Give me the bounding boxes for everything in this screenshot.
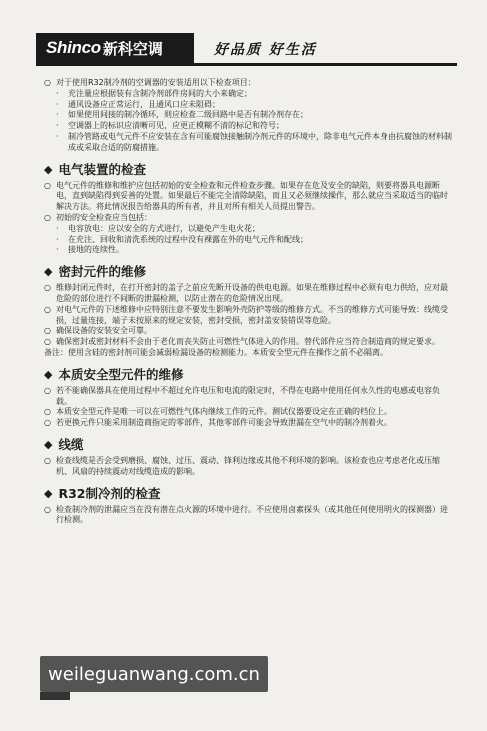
section-heading: [44, 163, 454, 178]
intro-item-text: 充注量应根据装有含制冷剂部件房间的大小来确定；: [68, 88, 252, 98]
bullet-icon: ○: [44, 418, 51, 428]
header-divider: [36, 63, 457, 66]
section-heading: [44, 487, 454, 502]
intro-lead: ○ 对于使用R32制冷剂的空调器的安装适用以下检查项目：: [44, 78, 256, 87]
list-item-text: 确保设备的安装安全可靠。: [56, 326, 152, 336]
intro-item: [44, 89, 454, 100]
list-item: [44, 505, 454, 527]
intro-item: [44, 110, 454, 121]
intro-item-text: 如果使用间接的制冷循环，则应检查二级回路中是否有制冷剂存在；: [68, 110, 308, 120]
bullet-icon: ○: [44, 407, 51, 417]
section-title: 线缆: [58, 437, 84, 453]
dot-icon: ·: [56, 99, 59, 109]
list-item: [44, 181, 454, 213]
diamond-icon: ◆: [44, 486, 53, 500]
diamond-icon: ◆: [44, 367, 53, 381]
intro-item: [44, 121, 454, 132]
dot-icon: ·: [56, 110, 59, 120]
bullet-icon: ○: [44, 326, 51, 336]
intro-item: [44, 132, 454, 154]
list-item: [44, 386, 454, 408]
bullet-icon: ○: [44, 180, 51, 190]
bullet-icon: ○: [44, 504, 51, 514]
sub-list-item: [44, 245, 454, 256]
list-item: [44, 337, 454, 348]
intro-item: [44, 100, 454, 111]
diamond-icon: ◆: [44, 265, 53, 279]
section-title: R32制冷剂的检查: [58, 485, 161, 501]
list-item-text: 接地的连续性。: [68, 245, 124, 255]
brand-logo-box: [36, 33, 194, 63]
sub-list-item: [44, 235, 454, 246]
list-item-text: 对电气元件的下述维修中应特别注意不要发生影响外壳防护等级的维修方式。不当的维修方式可能导致：线缆受损，过量连接，端子未按原来的规定安装，密封受损，密封盖安装错误等危险。: [56, 304, 448, 325]
list-item: [44, 326, 454, 337]
list-item-text: 检查线缆是否会受到磨损、腐蚀、过压、震动、锋利边缘或其他不利环境的影响。该检查也应考虑老化或压缩机、风扇的持续震动对线缆造成的影响。: [56, 455, 440, 476]
list-item-text: 电容放电：应以安全的方式进行，以避免产生电火花；: [68, 223, 260, 233]
list-item: [44, 456, 454, 478]
slogan: 好品质 好生活: [214, 42, 317, 58]
list-item-text: 在充注、回收和清洗系统的过程中没有裸露在外的电气元件和配线；: [68, 234, 308, 244]
list-item-text: 确保密封或密封材料不会由于老化而丧失防止可燃性气体进入的作用。替代部件应当符合制造商的规定要求。: [56, 337, 440, 347]
diamond-icon: ◆: [44, 438, 53, 452]
dot-icon: ·: [56, 245, 59, 255]
page-header: [36, 33, 457, 63]
list-item-text: 电气元件的维修和维护应包括初始的安全检查和元件检查步骤。如果存在危及安全的缺陷，则要将器具电源断电，直到缺陷得到妥善的处置。如果最后不能完全清除缺陷，而且又必须继续操作，那么就应当采取适当的临时解决方法。将此情况报告给器具的所有者，并且对所有相关人员提出警告。: [56, 180, 448, 212]
list-item-text: 本质安全型元件是唯一可以在可燃性气体内继续工作的元件。测试仪器要设定在正确的档位上。: [56, 407, 392, 417]
sub-list-item: [44, 224, 454, 235]
list-item-text: 检查制冷剂的泄漏应当在没有潜在点火源的环境中进行。不应使用卤素探头（或其他任何使用明火的探测器）进行检测。: [56, 504, 448, 525]
section-title: 密封元件的维修: [58, 264, 146, 280]
brand-logo: Shinco: [46, 38, 101, 57]
bullet-icon: ○: [44, 337, 51, 347]
list-item-text: 若更换元件只能采用制造商指定的零部件，其他零部件可能会导致泄漏在空气中的制冷剂着火。: [56, 418, 392, 428]
intro-item-text: 通风设备应正常运行，且通风口应未阻碍；: [68, 99, 220, 109]
note-label: 备注：: [44, 347, 68, 357]
bullet-icon: ○: [44, 212, 51, 222]
bullet-icon: ○: [44, 304, 51, 314]
page-marker: [40, 692, 70, 700]
bullet-icon: ○: [44, 385, 51, 395]
section-heading: [44, 368, 454, 383]
dot-icon: ·: [56, 88, 59, 98]
section-title: 本质安全型元件的维修: [58, 366, 184, 382]
list-item: [44, 305, 454, 327]
intro-item-text: 空调器上的标识应清晰可见，应更正模糊不清的标记和符号；: [68, 121, 284, 131]
dot-icon: ·: [56, 223, 59, 233]
bullet-icon: ○: [44, 455, 51, 465]
dot-icon: ·: [56, 131, 59, 141]
section-heading: [44, 438, 454, 453]
list-item-text: 维修封闭元件时，在打开密封的盖子之前应先断开设备的供电电源。如果在维修过程中必须有电力供给，应对最危险的部位进行不间断的泄漏检测，以防止潜在的危险情况出现。: [56, 283, 448, 303]
note-item: [44, 348, 454, 359]
section-heading: [44, 265, 454, 280]
bullet-icon: ○: [44, 78, 51, 87]
list-item: [44, 407, 454, 418]
list-item-text: 若不能确保器具在使用过程中不超过允许电压和电流的限定时，不得在电路中使用任何永久性的电感或电容负载。: [56, 385, 440, 406]
watermark: weileguanwang.com.cn: [40, 656, 268, 692]
bullet-icon: ○: [44, 283, 51, 293]
note-text: 使用含硅的密封剂可能会减弱检漏设备的检测能力。本质安全型元件在操作之前不必隔离。: [68, 347, 388, 357]
list-item: [44, 213, 454, 224]
dot-icon: ·: [56, 121, 59, 131]
section-title: 电气装置的检查: [58, 161, 146, 177]
intro-item-text: 制冷管路或电气元件不应安装在含有可能腐蚀接触制冷剂元件的环境中，除非电气元件本身由抗腐蚀的材料制成或采取合适的防腐措施。: [68, 131, 452, 152]
list-item: [44, 418, 454, 429]
intro-list: [44, 89, 454, 154]
brand-name: 新科空调: [102, 39, 163, 58]
list-item-text: 初始的安全检查应当包括：: [56, 212, 152, 222]
sections-container: [44, 163, 454, 527]
dot-icon: ·: [56, 234, 59, 244]
document-body: [44, 78, 454, 526]
diamond-icon: ◆: [44, 162, 53, 176]
list-item: [44, 283, 454, 305]
